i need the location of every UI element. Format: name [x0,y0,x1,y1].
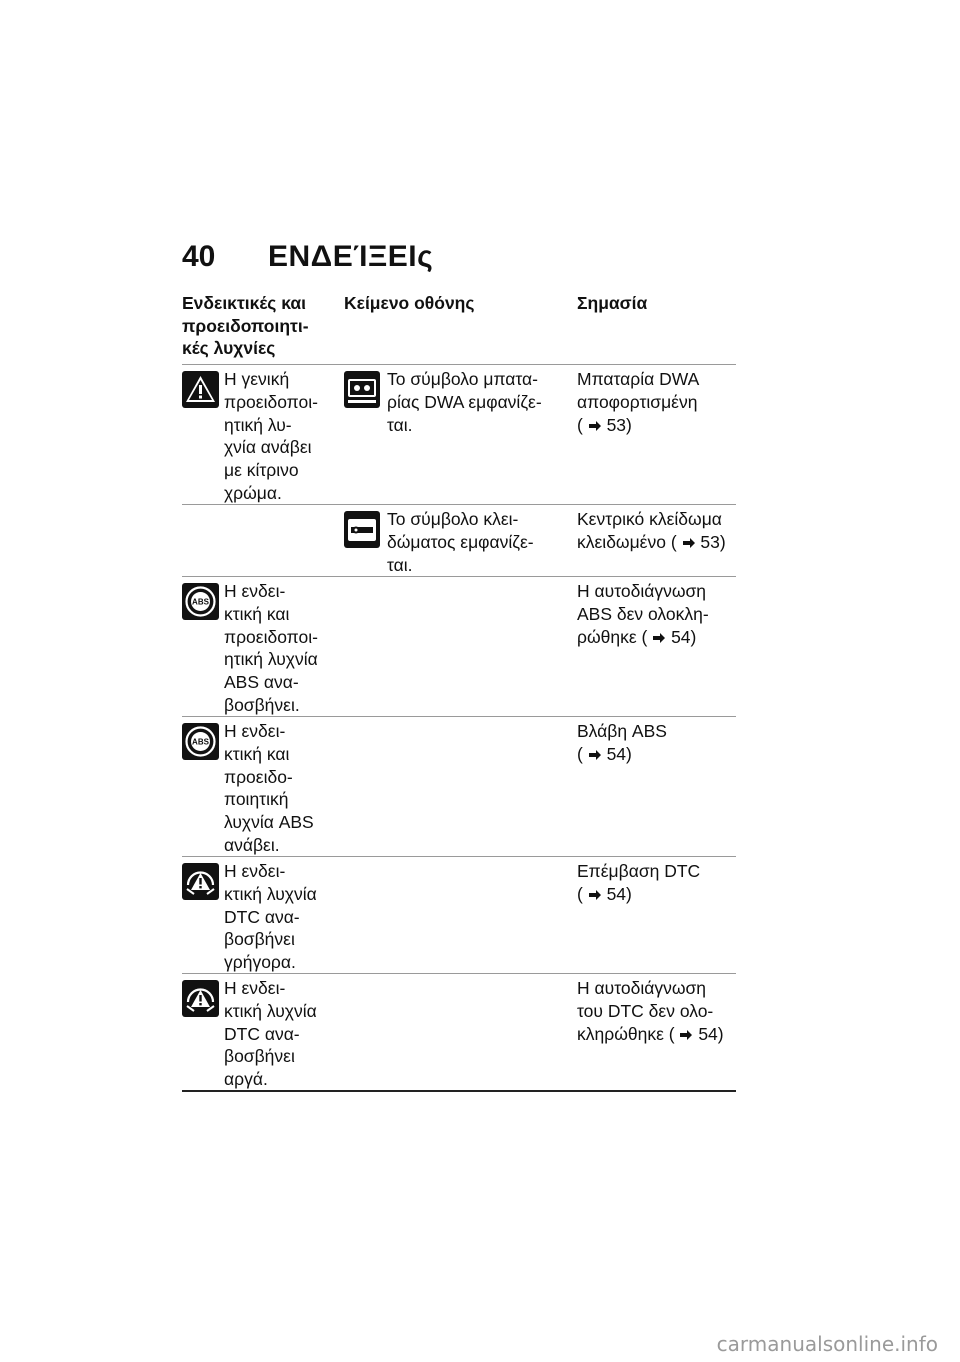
ref-prefix: ( [577,883,583,904]
text-line: Η γενική [224,369,290,389]
arrow-right-icon [652,632,666,644]
display-text [387,368,567,436]
text-line: βοσβήνει. [224,694,300,715]
text-line: λυχνία ABS [224,812,314,833]
dwa-battery-icon [344,371,380,408]
dtc-icon [182,980,219,1017]
text-line: ται. [387,554,413,575]
header-line: προειδοποιητι- [182,315,309,336]
page-reference[interactable] [577,743,737,766]
text-line: ποιητική [224,789,289,810]
dtc-icon [182,863,219,900]
text-line: Η ενδει- [224,581,286,601]
text-line: ανάβει. [224,834,280,855]
page-reference[interactable] [577,626,737,649]
text-line: ρίας DWA εμφανίζε- [387,391,542,412]
arrow-right-icon [588,420,602,432]
page-ref-number: 54) [606,743,632,764]
text-line: Η αυτοδιάγνωση [577,978,707,998]
meaning-text [577,860,737,906]
text-line: προειδοποι- [224,391,318,412]
page-ref-number: 54) [698,1023,724,1044]
text-line: Το σύμβολο κλει- [387,509,519,529]
text-line: κτική λυχνία [224,1000,317,1021]
abs-icon [182,723,219,760]
text-line: ητική λυχνία [224,649,318,670]
text-line: Μπαταρία DWA [577,369,700,389]
column-header-display: Κείμενο οθόνης [344,293,475,313]
text-line: Κεντρικό κλείδωμα [577,509,722,529]
text-line: του DTC δεν ολο- [577,1000,714,1021]
text-line: προειδο- [224,766,293,787]
page-header [182,240,433,280]
column-header-indicator [182,292,332,360]
page-ref-number: 54) [671,626,697,647]
ref-prefix: κληρώθηκε ( [577,1023,675,1044]
text-line: με κίτρινο [224,460,299,481]
display-text [387,508,567,576]
arrow-right-icon [682,537,696,549]
text-line: ABS δεν ολοκλη- [577,603,709,624]
text-line: βοσβήνει [224,1046,295,1067]
indicator-description [224,580,342,717]
watermark-logo: carmanualsonline.info [716,1332,938,1356]
text-line: κτική και [224,743,290,764]
text-line: προειδοποι- [224,626,318,647]
text-line: DTC ανα- [224,906,300,927]
page-number: 40 [182,240,216,273]
table-row [182,974,736,1092]
svg-text:ABS: ABS [192,737,209,747]
text-line: κτική λυχνία [224,883,317,904]
arrow-right-icon [679,1029,693,1041]
indicator-description [224,720,342,857]
text-line: Βλάβη ABS [577,721,667,741]
text-line: κτική και [224,603,290,624]
table-row [182,365,736,505]
indicator-description [224,977,342,1091]
table-row [182,577,736,717]
indicator-description [224,860,342,974]
ref-prefix: κλειδωμένο ( [577,531,677,552]
text-line: χρώμα. [224,482,282,503]
text-line: γρήγορα. [224,952,296,973]
text-line: Η ενδει- [224,978,286,998]
table-row [182,505,736,577]
text-line: DTC ανα- [224,1023,300,1044]
meaning-text [577,720,737,766]
header-line: Ενδεικτικές και [182,293,307,313]
text-line: Η αυτοδιάγνωση [577,581,707,601]
text-line: ται. [387,414,413,435]
page-reference[interactable] [577,883,737,906]
column-header-meaning: Σημασία [577,293,648,313]
page-ref-number: 53) [700,531,726,552]
text-line: αργά. [224,1069,268,1090]
warning-triangle-icon [182,371,219,408]
page-reference[interactable] [577,414,737,437]
page-ref-number: 54) [606,883,632,904]
meaning-text [577,508,737,554]
table-row [182,857,736,974]
arrow-right-icon [588,889,602,901]
indicator-description [224,368,342,505]
meaning-text [577,977,737,1045]
page-title: ΕΝΔΕΊΞΕΙς [268,240,434,273]
page-reference[interactable] [577,1023,737,1046]
table-row [182,717,736,857]
text-line: χνία ανάβει [224,437,312,458]
page-reference[interactable] [577,531,737,554]
meaning-text [577,368,737,436]
text-line: Το σύμβολο μπατα- [387,369,538,389]
ref-prefix: ( [577,414,583,435]
text-line: ABS ανα- [224,672,299,693]
abs-icon [182,583,219,620]
text-line: αποφορτισμένη [577,391,698,412]
indicator-table [182,364,736,1092]
ref-prefix: ( [577,743,583,764]
ref-prefix: ρώθηκε ( [577,626,648,647]
text-line: Η ενδει- [224,721,286,741]
arrow-right-icon [588,749,602,761]
meaning-text [577,580,737,648]
header-line: κές λυχνίες [182,338,276,358]
text-line: βοσβήνει [224,929,295,950]
text-line: ητική λυ- [224,414,292,435]
svg-text:ABS: ABS [192,597,209,607]
text-line: δώματος εμφανίζε- [387,531,534,552]
text-line: Επέμβαση DTC [577,861,701,881]
central-lock-icon [344,511,380,548]
page-ref-number: 53) [606,414,632,435]
text-line: Η ενδει- [224,861,286,881]
